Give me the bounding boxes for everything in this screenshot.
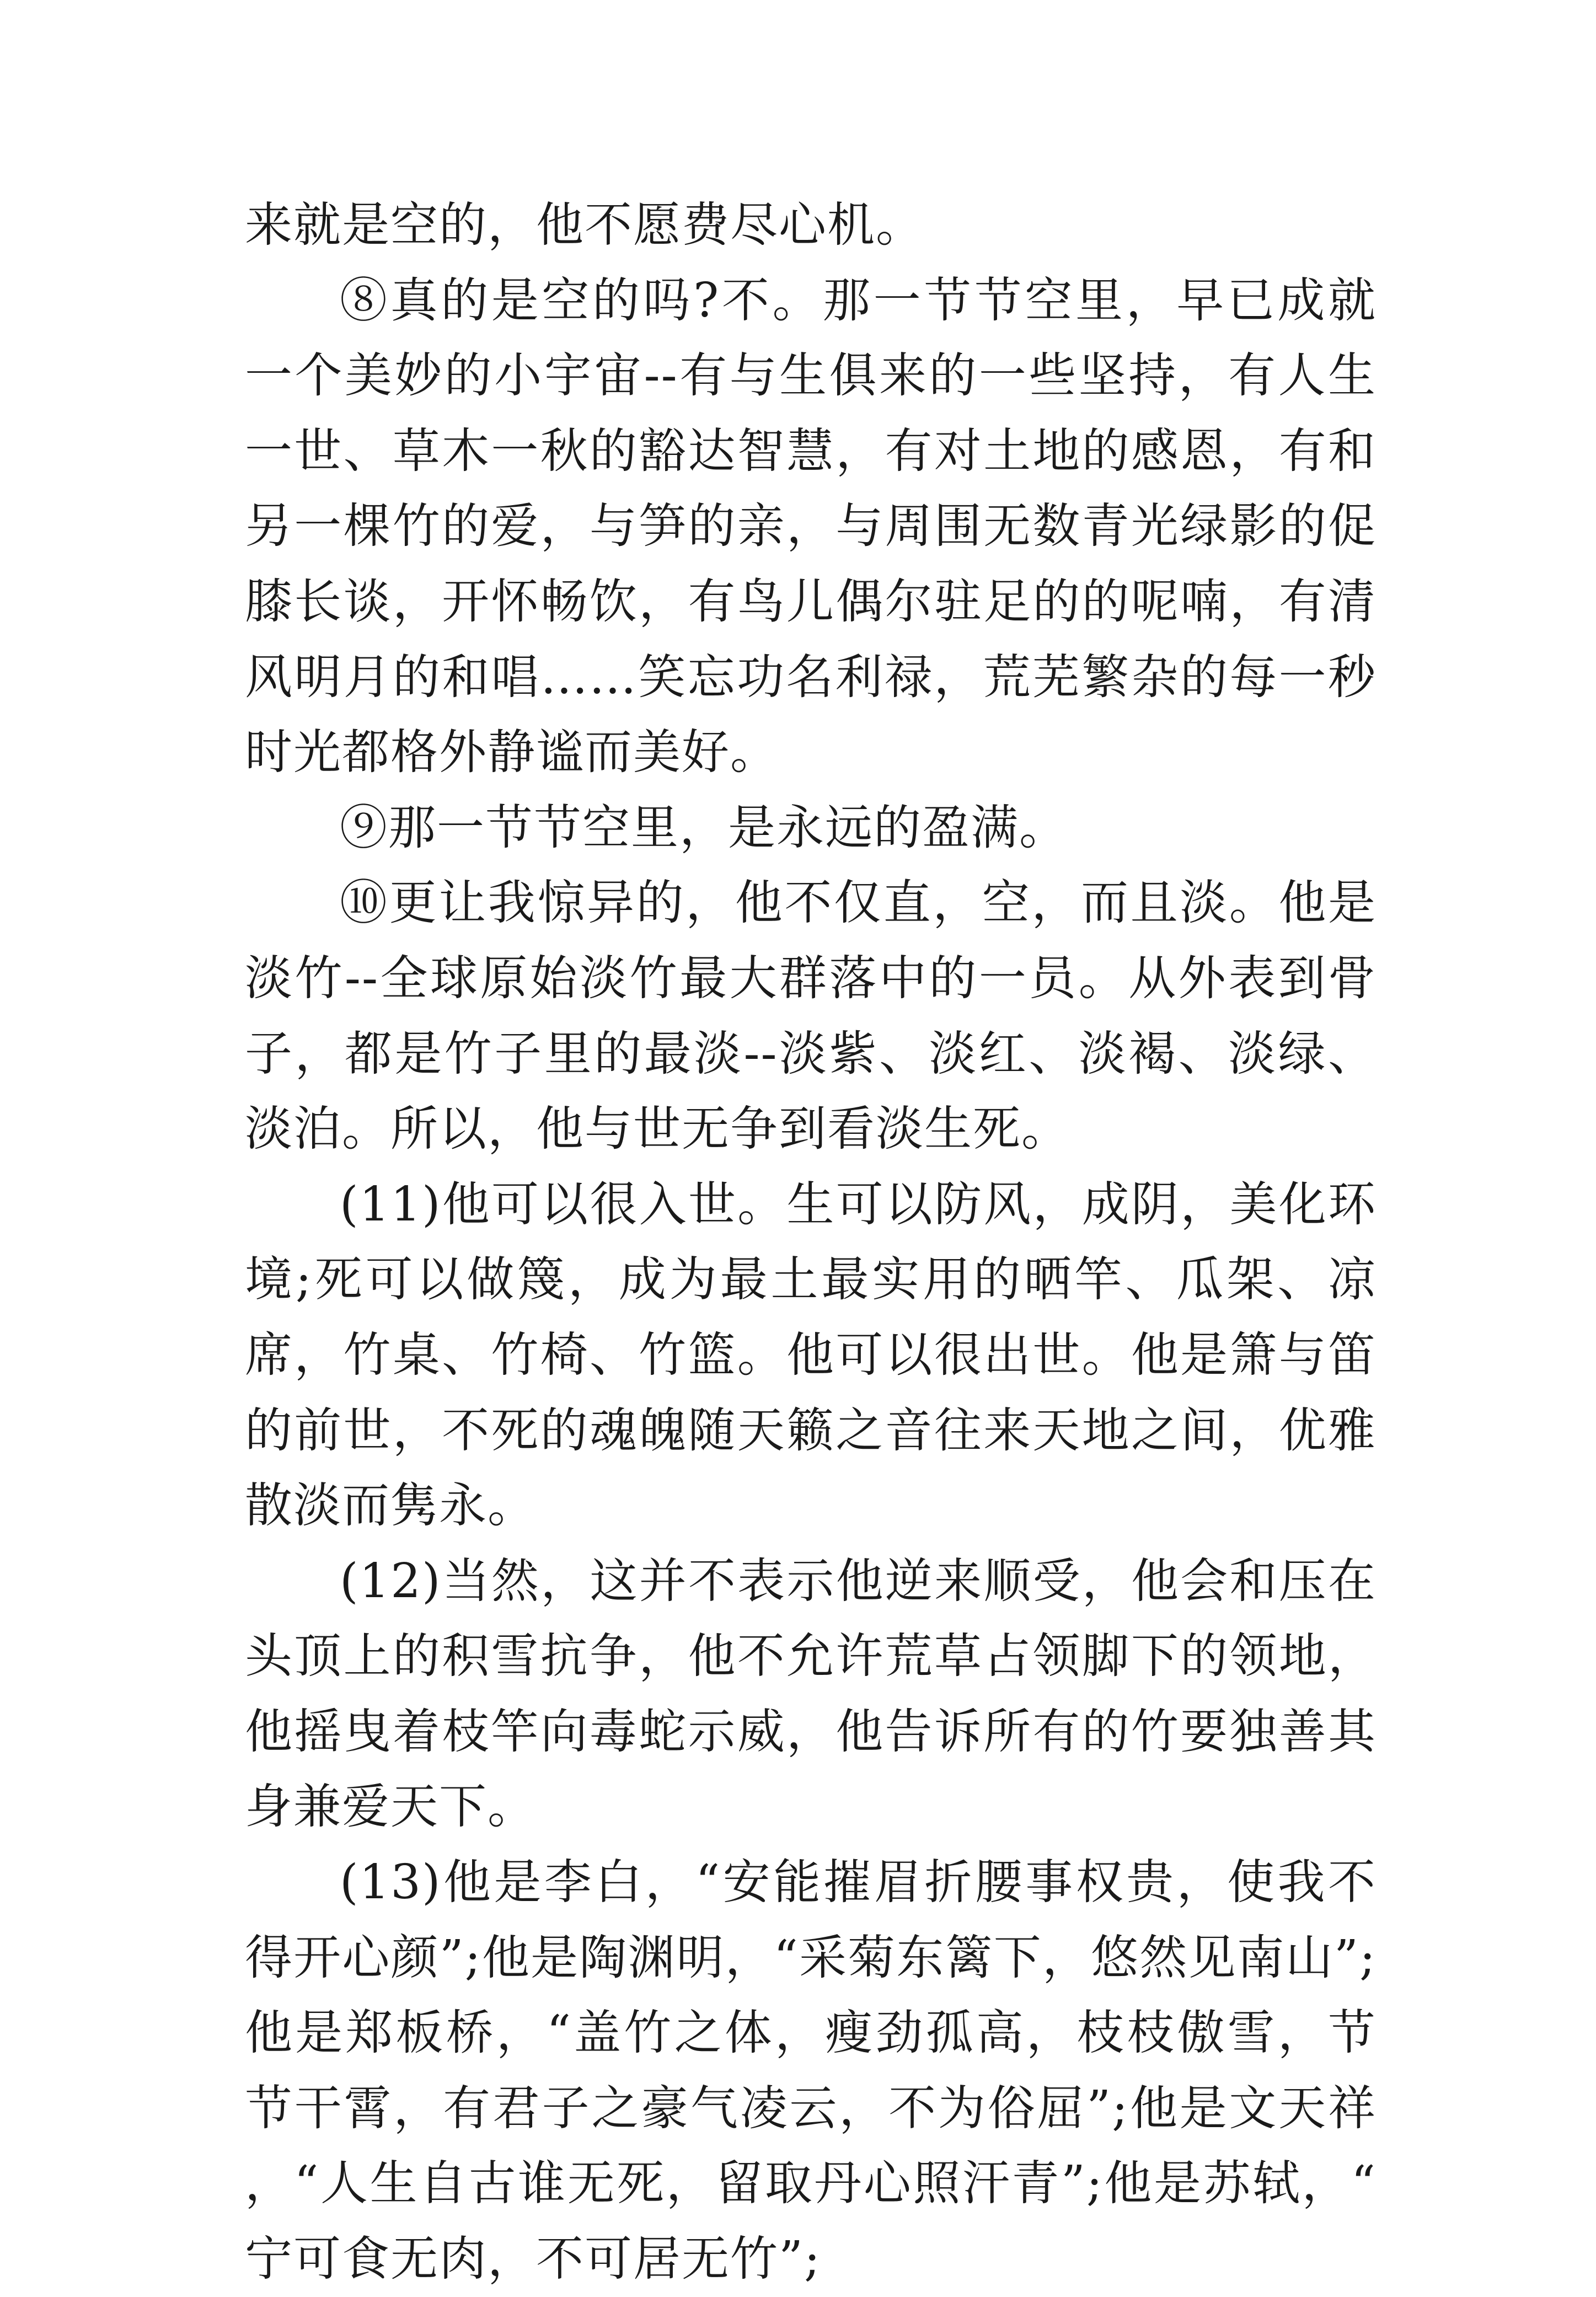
paragraph-11: (11)他可以很入世。生可以防风，成阴，美化环境;死可以做篾，成为最土最实用的晒竿、瓜架、凉席，竹桌、竹椅、竹篮。他可以很出世。他是箫与笛的前世，不死的魂魄随天籁之音往来天地之间，优雅散淡而隽永。 [245,1176,1377,1534]
paragraph-8: ⑧真的是空的吗?不。那一节节空里，早已成就一个美妙的小宇宙--有与生俱来的一些坚持，有人生一世、草木一秋的豁达智慧，有对土地的感恩，有和另一棵竹的爱，与笋的亲，与周围无数青光绿影的促膝长谈，开怀畅饮，有鸟儿偶尔驻足的的呢喃，有清风明月的和唱……笑忘功名利禄，荒芜繁杂的每一秒时光都格外静谧而美好。 [245,272,1377,780]
paragraph-9: ⑨那一节节空里，是永远的盈满。 [340,800,1068,855]
article-body [245,188,1377,2297]
paragraph-10: ⑩更让我惊异的，他不仅直，空，而且淡。他是淡竹--全球原始淡竹最大群落中的一员。从外表到骨子，都是竹子里的最淡--淡紫、淡红、淡褐、淡绿、淡泊。所以，他与世无争到看淡生死。 [245,875,1377,1157]
paragraph-13: (13)他是李白，“安能摧眉折腰事权贵，使我不得开心颜”;他是陶渊明，“采菊东篱下，悠然见南山”;他是郑板桥，“盖竹之体，瘦劲孤高，枝枝傲雪，节节干霄，有君子之豪气凌云，不为俗屈”;他是文天祥，“人生自古谁无死，留取丹心照汗青”;他是苏轼，“宁可食无肉，不可居无竹”; [245,1855,1377,2287]
paragraph-12: (12)当然，这并不表示他逆来顺受，他会和压在头顶上的积雪抗争，他不允许荒草占领脚下的领地，他摇曳着枝竿向毒蛇示威，他告诉所有的竹要独善其身兼爱天下。 [245,1553,1377,1835]
paragraph-continuation: 来就是空的，他不愿费尽心机。 [245,197,924,253]
